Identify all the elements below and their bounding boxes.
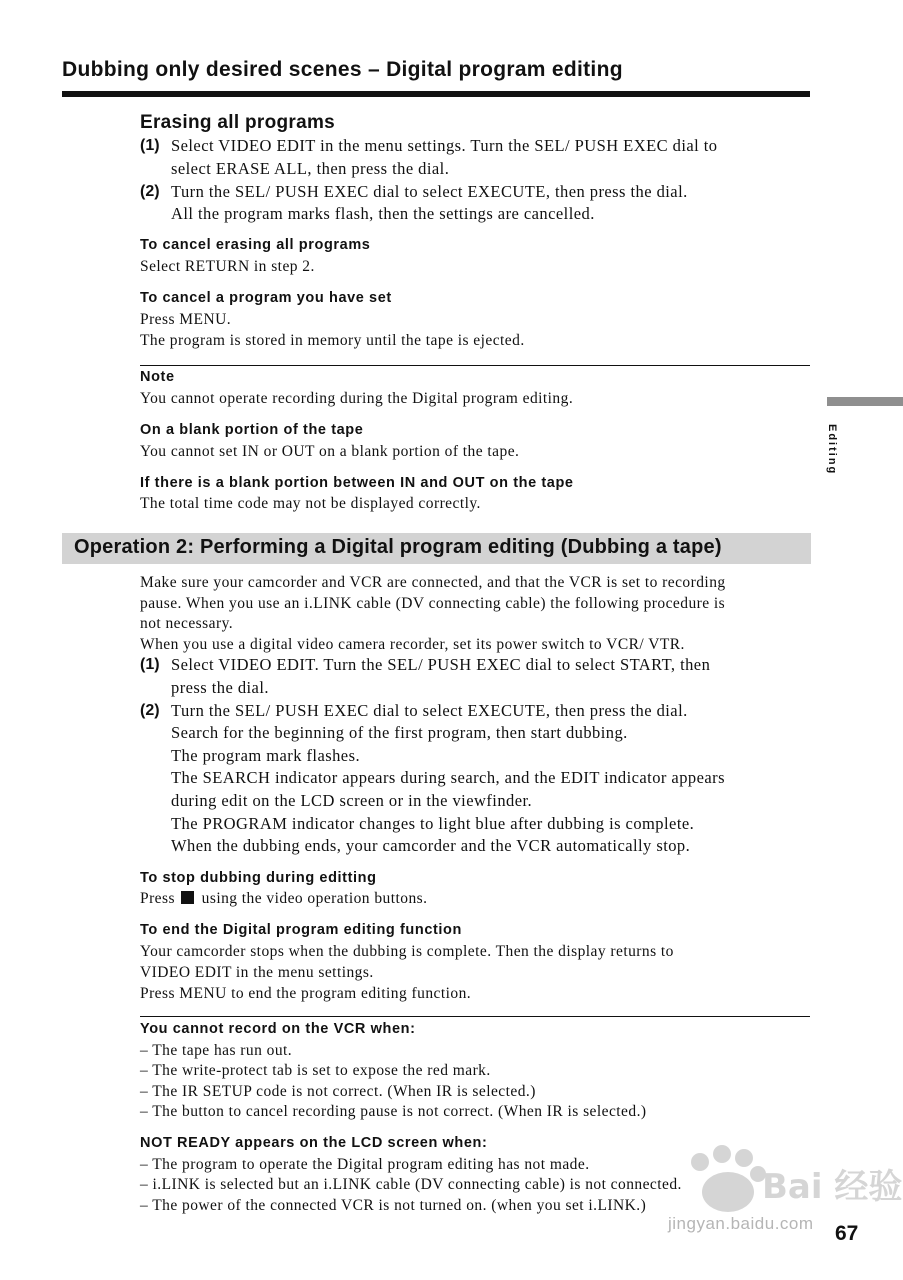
op2-step-2-line-1: Turn the SEL/ PUSH EXEC dial to select EXECUTE, then press the dial.: [171, 701, 688, 720]
blank-between-heading: If there is a blank portion between IN and OUT on the tape: [140, 475, 574, 491]
blank-portion-text: You cannot set IN or OUT on a blank portion of the tape.: [140, 443, 520, 460]
page-number: 67: [835, 1222, 859, 1245]
cancel-program-line-2: The program is stored in memory until the tape is ejected.: [140, 332, 525, 349]
operation-2-title: Operation 2: Performing a Digital program editing (Dubbing a tape): [74, 536, 722, 558]
cannot-record-heading: You cannot record on the VCR when:: [140, 1021, 416, 1037]
erase-step-1-line-1: Select VIDEO EDIT in the menu settings. Turn the SEL/ PUSH EXEC dial to: [171, 136, 718, 155]
op2-step-1-line-2: press the dial.: [171, 678, 269, 697]
not-ready-heading: NOT READY appears on the LCD screen when:: [140, 1135, 488, 1151]
op2-step-2-line-2: Search for the beginning of the first program, then start dubbing.: [171, 723, 628, 742]
note-rule: [140, 365, 810, 366]
stop-dubbing-heading: To stop dubbing during editting: [140, 870, 377, 886]
erase-step-2-line-1: Turn the SEL/ PUSH EXEC dial to select EXECUTE, then press the dial.: [171, 182, 688, 201]
blank-between-text: The total time code may not be displayed correctly.: [140, 495, 481, 512]
page-header-title: Dubbing only desired scenes – Digital program editing: [62, 58, 623, 81]
erase-step-2-number: (2): [140, 183, 160, 200]
erase-step-1-number: (1): [140, 137, 160, 154]
note-heading: Note: [140, 369, 175, 385]
not-ready-line-2: – i.LINK is selected but an i.LINK cable (DV connecting cable) is not connected.: [140, 1176, 682, 1193]
side-tab-marker: [827, 397, 903, 406]
note-text: You cannot operate recording during the Digital program editing.: [140, 390, 574, 407]
end-function-line-3: Press MENU to end the program editing function.: [140, 985, 472, 1002]
cancel-program-heading: To cancel a program you have set: [140, 290, 392, 306]
cannot-record-line-3: – The IR SETUP code is not correct. (When IR is selected.): [140, 1083, 536, 1100]
stop-dubbing-rest: using the video operation buttons.: [201, 890, 428, 907]
end-function-line-1: Your camcorder stops when the dubbing is complete. Then the display returns to: [140, 943, 674, 960]
op2-step-2-line-6: The PROGRAM indicator changes to light blue after dubbing is complete.: [171, 814, 695, 833]
not-ready-line-1: – The program to operate the Digital program editing has not made.: [140, 1156, 590, 1173]
watermark-text: jingyan.baidu.com: [668, 1214, 814, 1233]
header-rule: [62, 91, 810, 97]
cannot-record-line-4: – The button to cancel recording pause is not correct. (When IR is selected.): [140, 1103, 647, 1120]
end-function-heading: To end the Digital program editing function: [140, 922, 462, 938]
operation-2-intro-line-3: not necessary.: [140, 615, 234, 632]
op2-step-2-line-3: The program mark flashes.: [171, 746, 361, 765]
cancel-erase-heading: To cancel erasing all programs: [140, 237, 371, 253]
op2-step-2-line-7: When the dubbing ends, your camcorder and the VCR automatically stop.: [171, 836, 691, 855]
operation-2-intro-line-4: When you use a digital video camera recorder, set its power switch to VCR/ VTR.: [140, 636, 685, 653]
not-ready-line-3: – The power of the connected VCR is not turned on. (when you set i.LINK.): [140, 1197, 647, 1214]
erase-heading: Erasing all programs: [140, 112, 336, 133]
op2-step-2-number: (2): [140, 702, 160, 719]
cannot-record-rule: [140, 1016, 810, 1017]
watermark-logo-text: Bai 经验: [762, 1167, 903, 1207]
op2-step-2-line-5: during edit on the LCD screen or in the viewfinder.: [171, 791, 533, 810]
end-function-line-2: VIDEO EDIT in the menu settings.: [140, 964, 374, 981]
stop-icon: [181, 891, 194, 904]
stop-dubbing-press: Press: [140, 890, 175, 907]
op2-step-2-line-4: The SEARCH indicator appears during search, and the EDIT indicator appears: [171, 768, 725, 787]
operation-2-intro-line-2: pause. When you use an i.LINK cable (DV connecting cable) the following procedure is: [140, 595, 726, 612]
operation-2-intro-line-1: Make sure your camcorder and VCR are connected, and that the VCR is set to recording: [140, 574, 726, 591]
cannot-record-line-1: – The tape has run out.: [140, 1042, 293, 1059]
cannot-record-line-2: – The write-protect tab is set to expose the red mark.: [140, 1062, 491, 1079]
erase-step-1-line-2: select ERASE ALL, then press the dial.: [171, 159, 450, 178]
cancel-program-line-1: Press MENU.: [140, 311, 232, 328]
blank-portion-heading: On a blank portion of the tape: [140, 422, 364, 438]
stop-dubbing-text: [140, 889, 427, 909]
op2-step-1-number: (1): [140, 656, 160, 673]
op2-step-1-line-1: Select VIDEO EDIT. Turn the SEL/ PUSH EXEC dial to select START, then: [171, 655, 711, 674]
side-tab-label: Editing: [826, 424, 838, 476]
erase-step-2-line-2: All the program marks flash, then the settings are cancelled.: [171, 204, 595, 223]
cancel-erase-text: Select RETURN in step 2.: [140, 258, 315, 275]
